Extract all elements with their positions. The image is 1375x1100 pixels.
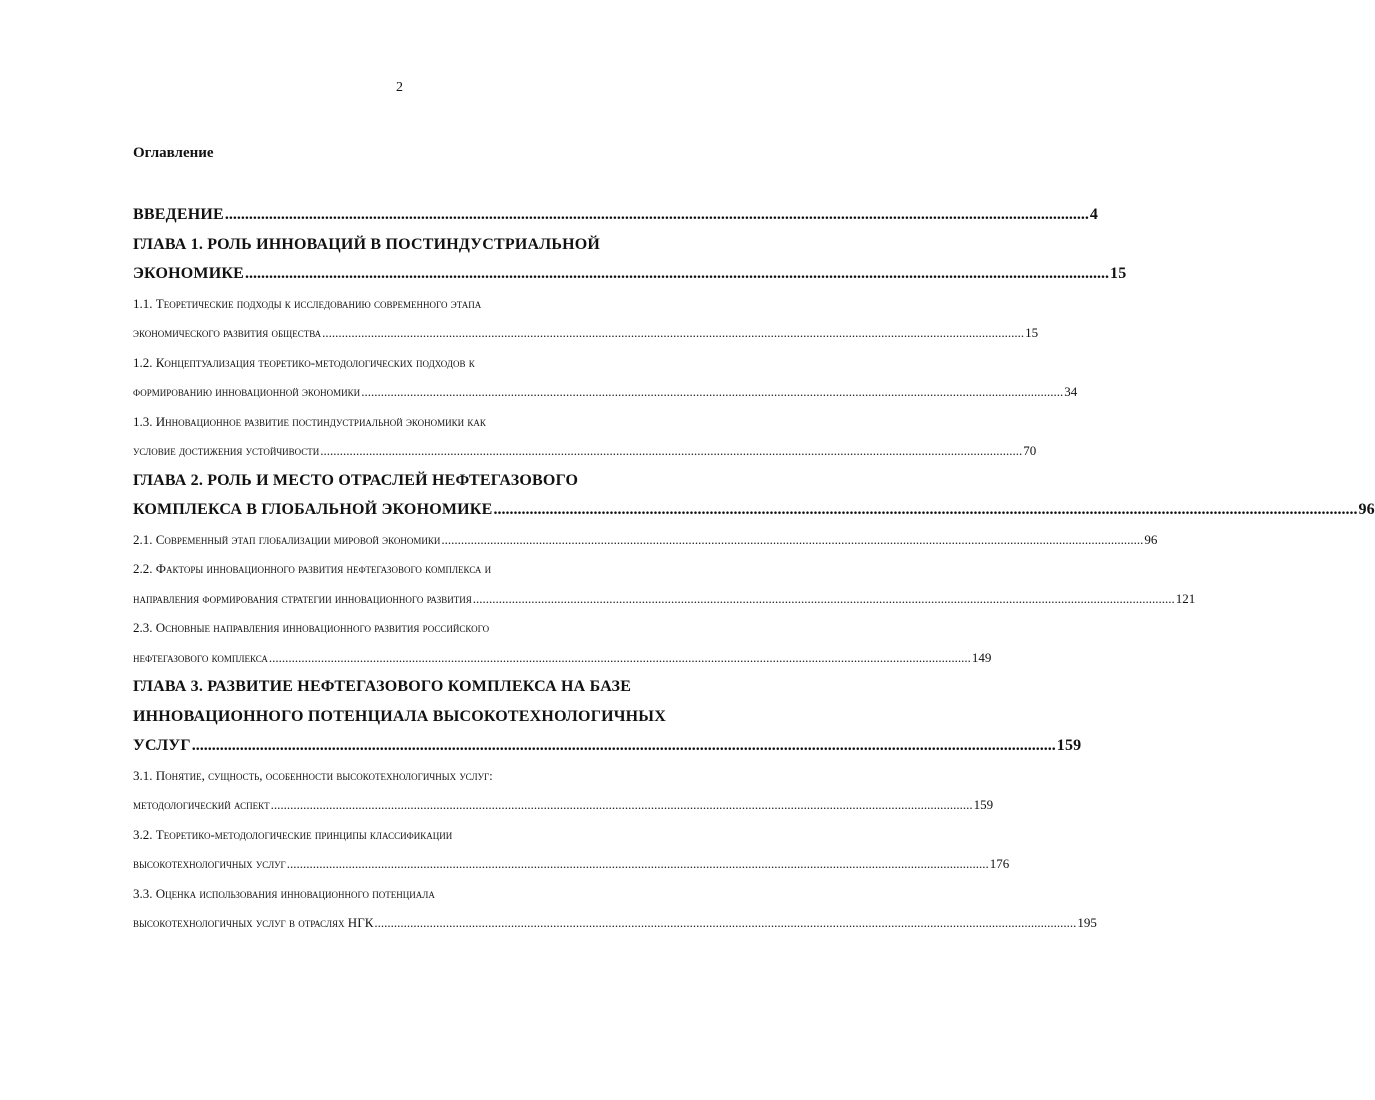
toc-leader-dots xyxy=(361,377,1063,407)
toc-entry-page: 15 xyxy=(1025,325,1039,340)
toc-entry-chapter-2-line-2[interactable] xyxy=(133,495,1375,525)
toc-entry-text: 2.3. Основные направления инновационного развития российского xyxy=(133,620,490,635)
toc-entry-text: ГЛАВА 1. РОЛЬ ИННОВАЦИЙ В ПОСТИНДУСТРИАЛЬНОЙ xyxy=(133,235,601,253)
toc-entry-text: 2.2. Факторы инновационного развития нефтегазового комплекса и xyxy=(133,561,492,576)
toc-entry-text: 3.2. Теоретико-методологические принципы классификации xyxy=(133,826,453,842)
toc-entry-text: 1.1. Теоретические подходы к исследованию современного этапа xyxy=(133,295,482,311)
toc-entry-section-3-1-line-2[interactable] xyxy=(133,790,994,820)
toc-leader-dots xyxy=(192,731,1056,761)
toc-entry-text: ЭКОНОМИКЕ xyxy=(133,265,245,282)
toc-entry-text: 2.1. Современный этап глобализации мировой экономики xyxy=(133,531,441,547)
toc-entry-text: 1.3. Инновационное развитие постиндустриальной экономики как xyxy=(133,413,486,429)
toc-entry-section-2-3-line-2[interactable] xyxy=(133,643,992,673)
toc-leader-dots xyxy=(287,849,989,879)
toc-entry-page: 149 xyxy=(971,649,992,665)
toc-entry-text: ГЛАВА 3. РАЗВИТИЕ НЕФТЕГАЗОВОГО КОМПЛЕКСА НА БАЗЕ xyxy=(133,678,632,695)
toc-entry-text: 3.1. Понятие, сущность, особенности высокотехнологичных услуг: xyxy=(133,767,493,783)
toc-entry-page: 195 xyxy=(1077,915,1097,930)
toc-entry-text: высокотехнологичных услуг в отраслях НГК xyxy=(133,915,374,930)
toc-entry-text: формированию инновационной экономики xyxy=(133,384,361,399)
toc-entry-text: методологический аспект xyxy=(133,797,270,812)
toc-entry-text: УСЛУГ xyxy=(133,737,191,754)
toc-entry-page: 96 xyxy=(1144,531,1158,547)
toc-entry-section-2-2-line-2[interactable] xyxy=(133,584,1196,614)
toc-entry-text: 1.2. Концептуализация теоретико-методологических подходов к xyxy=(133,354,475,370)
toc-leader-dots xyxy=(493,495,1357,525)
toc-entry-text: экономического развития общества xyxy=(133,325,322,340)
table-of-contents xyxy=(133,200,1375,938)
toc-entry-page: 15 xyxy=(1110,265,1127,282)
toc-entry-section-3-3-line-1[interactable] xyxy=(133,879,719,909)
toc-entry-page: 159 xyxy=(973,797,994,812)
toc-entry-text: 3.3. Оценка использования инновационного потенциала xyxy=(133,885,435,901)
toc-entry-text: ИННОВАЦИОННОГО ПОТЕНЦИАЛА ВЫСОКОТЕХНОЛОГИЧНЫХ xyxy=(133,707,666,725)
toc-entry-section-3-3-line-2[interactable] xyxy=(133,908,1097,938)
toc-entry-text: условие достижения устойчивости xyxy=(133,443,320,458)
toc-entry-section-1-2-line-1[interactable] xyxy=(133,348,719,378)
toc-entry-chapter-3-line-2[interactable] xyxy=(133,702,719,732)
toc-leader-dots xyxy=(473,584,1175,614)
toc-entry-page: 121 xyxy=(1175,590,1196,606)
toc-entry-chapter-2-line-1[interactable] xyxy=(133,466,719,496)
toc-entry-chapter-1-line-1[interactable] xyxy=(133,230,719,260)
toc-entry-section-1-1-line-2[interactable] xyxy=(133,318,1039,348)
toc-entry-section-1-3-line-1[interactable] xyxy=(133,407,719,437)
toc-entry-page: 34 xyxy=(1064,384,1078,399)
toc-leader-dots xyxy=(320,436,1022,466)
toc-entry-section-2-3-line-1[interactable] xyxy=(133,613,719,643)
toc-leader-dots xyxy=(225,200,1089,230)
toc-leader-dots xyxy=(441,525,1143,555)
toc-entry-text: высокотехнологичных услуг xyxy=(133,856,286,871)
toc-entry-section-1-3-line-2[interactable] xyxy=(133,436,1037,466)
toc-entry-section-3-2-line-2[interactable] xyxy=(133,849,1010,879)
toc-entry-page: 176 xyxy=(989,856,1010,871)
toc-leader-dots xyxy=(269,643,971,673)
toc-entry-section-3-1-line-1[interactable] xyxy=(133,761,719,791)
toc-entry-page: 70 xyxy=(1023,443,1037,458)
toc-entry-page: 96 xyxy=(1358,501,1375,518)
toc-title: Оглавление xyxy=(133,145,214,161)
toc-entry-chapter-3-line-1[interactable] xyxy=(133,672,719,702)
toc-leader-dots xyxy=(271,790,973,820)
toc-entry-text: направления формирования стратегии инновационного развития xyxy=(133,590,472,606)
toc-leader-dots xyxy=(374,908,1076,938)
toc-entry-introduction[interactable] xyxy=(133,200,1099,230)
toc-leader-dots xyxy=(322,318,1024,348)
toc-entry-chapter-1-line-2[interactable] xyxy=(133,259,1127,289)
toc-entry-text: ВВЕДЕНИЕ xyxy=(133,206,224,223)
toc-entry-text: КОМПЛЕКСА В ГЛОБАЛЬНОЙ ЭКОНОМИКЕ xyxy=(133,501,493,518)
toc-entry-section-2-2-line-1[interactable] xyxy=(133,554,719,584)
toc-entry-page: 159 xyxy=(1056,737,1082,754)
toc-leader-dots xyxy=(245,259,1109,289)
toc-entry-text: ГЛАВА 2. РОЛЬ И МЕСТО ОТРАСЛЕЙ НЕФТЕГАЗОВОГО xyxy=(133,471,579,489)
toc-entry-section-3-2-line-1[interactable] xyxy=(133,820,719,850)
toc-entry-page: 4 xyxy=(1089,206,1099,223)
page-number: 2 xyxy=(396,80,403,95)
toc-entry-section-2-1[interactable] xyxy=(133,525,1158,555)
toc-entry-section-1-2-line-2[interactable] xyxy=(133,377,1078,407)
toc-entry-chapter-3-line-3[interactable] xyxy=(133,731,1082,761)
toc-entry-text: нефтегазового комплекса xyxy=(133,649,268,665)
toc-entry-section-1-1-line-1[interactable] xyxy=(133,289,719,319)
